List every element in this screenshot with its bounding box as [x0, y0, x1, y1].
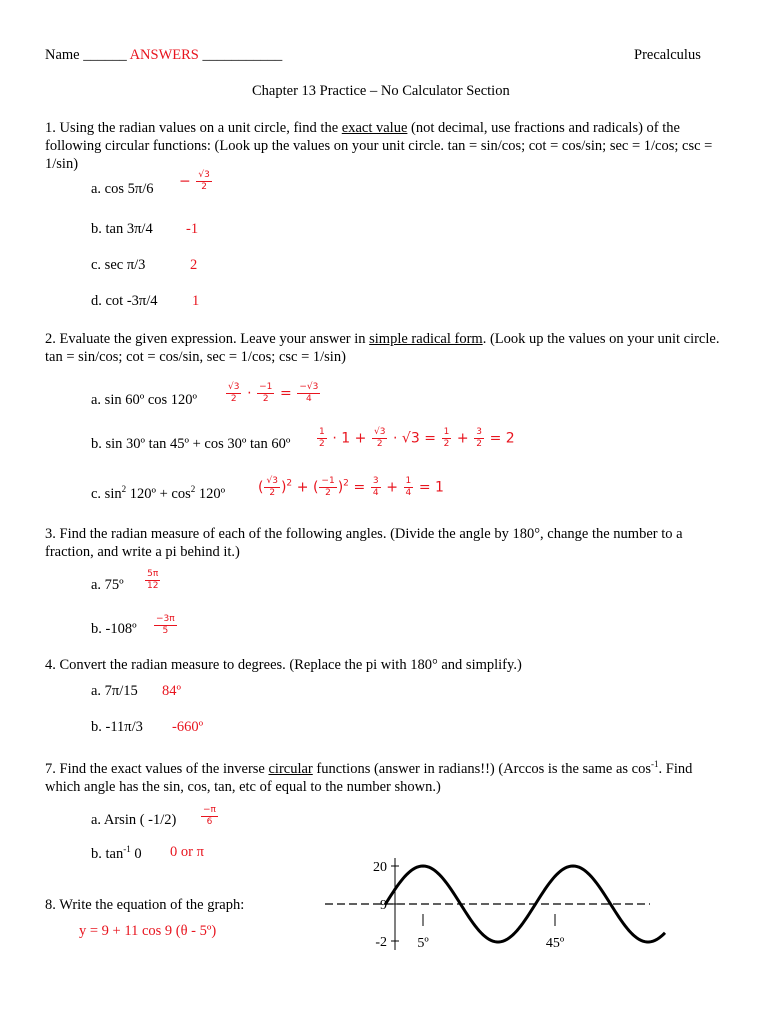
q2a-frac2: [257, 382, 274, 405]
q2c-frac3: [371, 476, 381, 499]
q2a-f3-den: 4: [306, 394, 312, 404]
q2b-label: b. sin 30º tan 45º + cos 30º tan 60º: [91, 436, 291, 452]
q2b-frac1: [317, 427, 327, 450]
q2c-f2-den: 2: [325, 488, 331, 498]
q2c-label-c: 120º: [195, 485, 226, 502]
q2b-frac3: [442, 427, 452, 450]
y-label-9: 9: [380, 898, 387, 913]
q2b-f2-num: √3: [373, 427, 386, 437]
q7a-den: 6: [206, 817, 213, 827]
q2c-sq2: 2: [343, 478, 349, 489]
y-label-neg2: -2: [375, 935, 387, 950]
q7-suffix: . Find which angle has the sin, cos, tan, etc of equal to the number shown.): [45, 760, 693, 795]
q2c-f4-den: 4: [405, 488, 412, 498]
question-8: 8. Write the equation of the graph:: [45, 897, 245, 913]
q2a-eq: =: [280, 385, 292, 402]
q2c-answer: [258, 476, 444, 499]
x-label-5: 5º: [417, 936, 429, 951]
q3a-answer: [144, 569, 161, 592]
q1c-label: c. sec π/3: [91, 257, 146, 273]
q2a-frac3: [297, 382, 320, 405]
q2b-frac2: [372, 427, 387, 450]
q2b-mid2: · √3 =: [393, 430, 436, 447]
answers-label: ANSWERS: [129, 47, 199, 63]
q3a-fraction: [145, 569, 160, 592]
q1c-answer: 2: [190, 257, 198, 273]
q1d-answer: 1: [192, 293, 200, 309]
q3b-answer: [153, 614, 178, 637]
q3b-fraction: [154, 614, 177, 637]
q2c-tail: = 1: [418, 479, 444, 496]
name-label: Name: [45, 47, 80, 63]
q7a-num: −π: [203, 805, 216, 815]
name-line: [45, 47, 282, 64]
q1a-den: 2: [201, 182, 207, 192]
q3a-den: 12: [147, 581, 159, 591]
q7b-label-b: 0: [130, 845, 142, 862]
q2c-label: [91, 484, 225, 503]
q2c-frac4: [404, 476, 414, 499]
q1a-sign: −: [179, 173, 191, 190]
name-blank-before: ______: [83, 47, 127, 63]
q2-underlined: simple radical form: [369, 331, 483, 347]
q3a-num: 5π: [147, 569, 159, 579]
q2c-sup2: 2: [190, 484, 196, 494]
q7-prefix: 7. Find the exact values of the inverse: [45, 760, 269, 777]
q3b-num: −3π: [156, 614, 175, 624]
q7-sup: -1: [651, 759, 659, 769]
q3a-label: a. 75º: [91, 577, 124, 593]
q2c-close2: ): [337, 479, 344, 496]
q2c-open1: (: [258, 479, 264, 496]
q2a-answer: [225, 382, 321, 405]
q1a-num: √3: [198, 170, 210, 180]
q2a-f3-num: −√3: [299, 382, 319, 392]
q2c-plus1: +: [296, 479, 313, 496]
question-2: [45, 330, 725, 366]
q2c-close1: ): [280, 479, 287, 496]
q2b-f3-den: 2: [443, 439, 450, 449]
name-blank-after: ___________: [202, 47, 283, 63]
q2c-eq: =: [353, 479, 366, 496]
q1-prefix: 1. Using the radian values on a unit circle, find the: [45, 120, 342, 136]
cosine-graph: [325, 850, 705, 960]
q1d-label: d. cot -3π/4: [91, 293, 158, 309]
q2c-f4-num: 1: [405, 476, 412, 486]
q2c-sup1: 2: [121, 484, 127, 494]
q2b-f4-den: 2: [476, 439, 482, 449]
q2b-answer: [316, 427, 515, 450]
q4a-label: a. 7π/15: [91, 683, 138, 699]
q7b-label: [91, 844, 142, 863]
q7-mid: functions (answer in radians!!) (Arccos is the same as cos: [312, 760, 651, 777]
q2b-f4-num: 3: [476, 427, 482, 437]
q7a-fraction: [201, 805, 218, 828]
q1a-fraction: [196, 170, 211, 193]
q2a-f1-den: 2: [230, 394, 237, 404]
q2a-f2-den: 2: [262, 394, 269, 404]
q7-underlined: circular: [268, 760, 313, 777]
q1-underlined: exact value: [341, 120, 408, 136]
y-label-20: 20: [373, 860, 387, 875]
q2a-dot: ·: [247, 385, 252, 402]
question-7: [45, 755, 725, 796]
q7a-answer: [200, 805, 219, 828]
q2c-frac2: [319, 476, 336, 499]
q2b-f1-den: 2: [319, 439, 325, 449]
q1b-answer: -1: [186, 221, 199, 237]
q4b-answer: -660º: [172, 719, 204, 735]
q2b-f2-den: 2: [376, 439, 383, 449]
q7a-label: a. Arsin ( -1/2): [91, 812, 177, 828]
q2c-label-a: c. sin: [91, 485, 122, 502]
q2-suffix: . (Look up the values on your unit circle. tan = sin/cos; cot = cos/sin, sec = 1/cos; csc = 1/sin): [45, 331, 720, 365]
question-4: 4. Convert the radian measure to degrees. (Replace the pi with 180° and simplify.): [45, 657, 522, 673]
q2b-frac4: [474, 427, 484, 450]
question-3: 3. Find the radian measure of each of the following angles. (Divide the angle by 180°, change the number to a fraction, and write a pi behind it.): [45, 526, 683, 560]
q1a-answer: [179, 170, 213, 193]
q2b-f3-num: 1: [443, 427, 450, 437]
q1b-label: b. tan 3π/4: [91, 221, 153, 237]
q2c-f3-num: 3: [372, 476, 379, 486]
q2c-plus2: +: [386, 479, 398, 496]
q2-prefix: 2. Evaluate the given expression. Leave your answer in: [45, 331, 370, 347]
q8-answer: y = 9 + 11 cos 9 (θ - 5º): [79, 923, 217, 939]
q7b-label-a: b. tan: [91, 845, 124, 862]
q4a-answer: 84º: [162, 683, 181, 699]
q7b-answer: 0 or π: [170, 844, 204, 860]
q1-suffix: (not decimal, use fractions and radicals) of the following circular functions: (Look up the values on your unit circle. tan = sin/cos; cot = cos/sin; sec = 1/cos; csc = 1/sin): [45, 120, 713, 172]
q1a-label: a. cos 5π/6: [91, 181, 154, 197]
q7b-sup: -1: [123, 844, 131, 854]
q4b-label: b. -11π/3: [91, 719, 143, 735]
q2a-label: a. sin 60º cos 120º: [91, 392, 198, 408]
q2a-f2-num: −1: [259, 382, 273, 392]
q2c-f1-num: √3: [266, 476, 278, 486]
page-title: Chapter 13 Practice – No Calculator Section: [252, 83, 510, 99]
q3b-label: b. -108º: [91, 621, 137, 637]
q2a-f1-num: √3: [228, 382, 240, 392]
q2c-sq1: 2: [286, 478, 293, 489]
q2b-mid1: · 1 +: [332, 430, 367, 447]
q2c-frac1: [264, 476, 279, 499]
q3b-den: 5: [162, 626, 169, 636]
q2c-f1-den: 2: [269, 488, 276, 498]
q2c-f3-den: 4: [372, 488, 379, 498]
q2c-f2-num: −1: [321, 476, 335, 486]
q2c-open2: (: [312, 479, 319, 496]
x-label-45: 45º: [545, 936, 565, 951]
q2b-f1-num: 1: [319, 427, 325, 437]
q2c-label-b: 120º + cos: [126, 485, 191, 502]
q2b-plus: +: [456, 430, 469, 447]
question-1: [45, 119, 725, 173]
q2a-frac1: [226, 382, 241, 405]
course-name: Precalculus: [634, 47, 701, 63]
q2b-tail: = 2: [489, 430, 515, 447]
